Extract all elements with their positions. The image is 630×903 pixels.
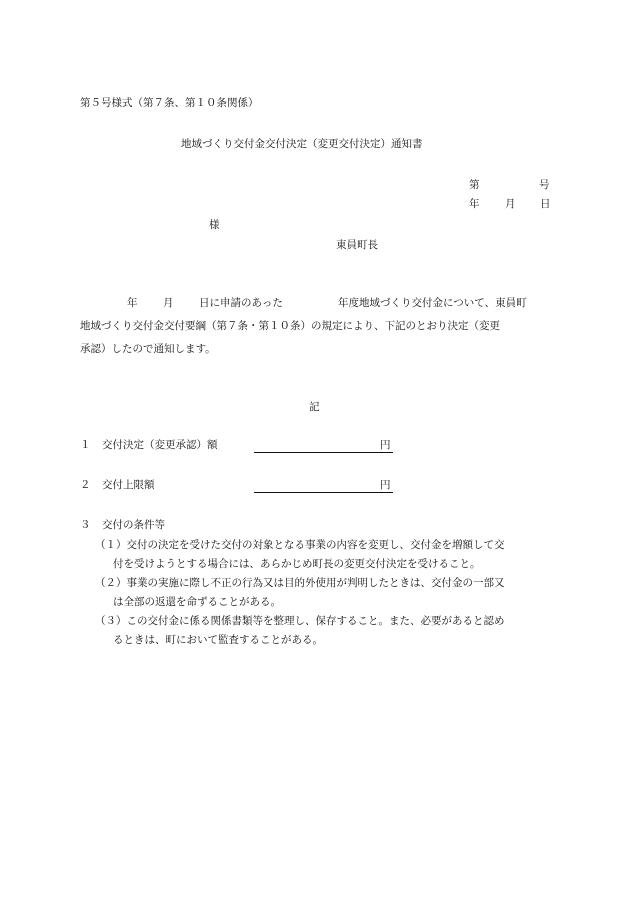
item-1-unit: 円: [380, 439, 391, 451]
condition-2-line-2: は全部の返還を命ずることがある。: [113, 596, 281, 608]
body-paragraph: [80, 292, 555, 361]
document-number-suffix: 号: [539, 179, 550, 191]
body-fiscal-text: 年度地域づくり交付金について、東員町: [338, 297, 527, 309]
form-number: 第５号様式（第７条、第１０条関係）: [80, 97, 259, 109]
body-day-text: 日に申請のあった: [199, 297, 283, 309]
item-1-number: １: [80, 439, 91, 451]
body-month: 月: [163, 297, 174, 309]
item-2-number: ２: [80, 479, 91, 491]
condition-3: [95, 612, 555, 650]
body-year: 年: [127, 297, 138, 309]
condition-2: [95, 574, 555, 612]
condition-3-line-2: るときは、町において監査することがある。: [113, 634, 323, 646]
item-1-amount-line: [254, 438, 393, 453]
ki-heading: 記: [309, 401, 320, 413]
item-1-label: 交付決定（変更承認）額: [102, 439, 218, 451]
body-line-1: [80, 292, 555, 315]
condition-2-line-1: （２）事業の実施に際し不正の行為又は目的外使用が判明したときは、交付金の一部又: [95, 577, 505, 589]
item-3-label: 交付の条件等: [102, 519, 165, 531]
condition-1-line-1: （１）交付の決定を受けた交付の対象となる事業の内容を変更し、交付金を増額して交: [95, 539, 505, 551]
body-line-3: 承認）したので通知します。: [80, 343, 216, 355]
item-2-amount-line: [254, 478, 393, 493]
addressee: 様: [209, 219, 220, 231]
date-day: 日: [540, 198, 551, 210]
document-title: 地域づくり交付金交付決定（変更交付決定）通知書: [181, 138, 423, 150]
condition-1-line-2: 付を受けようとする場合には、あらかじめ町長の変更交付決定を受けること。: [113, 558, 481, 570]
body-line-2: 地域づくり交付金交付要綱（第７条・第１０条）の規定により、下記のとおり決定（変更: [80, 320, 500, 332]
condition-1: [95, 536, 555, 574]
item-2-label: 交付上限額: [102, 479, 155, 491]
document-number-prefix: 第: [469, 179, 480, 191]
date-year: 年: [469, 198, 480, 210]
condition-3-line-1: （３）この交付金に係る関係書類等を整理し、保存すること。また、必要があると認め: [95, 615, 505, 627]
date-month: 月: [505, 198, 516, 210]
item-3-number: ３: [80, 519, 91, 531]
item-2-unit: 円: [380, 479, 391, 491]
issuer: 東員町長: [336, 239, 378, 251]
